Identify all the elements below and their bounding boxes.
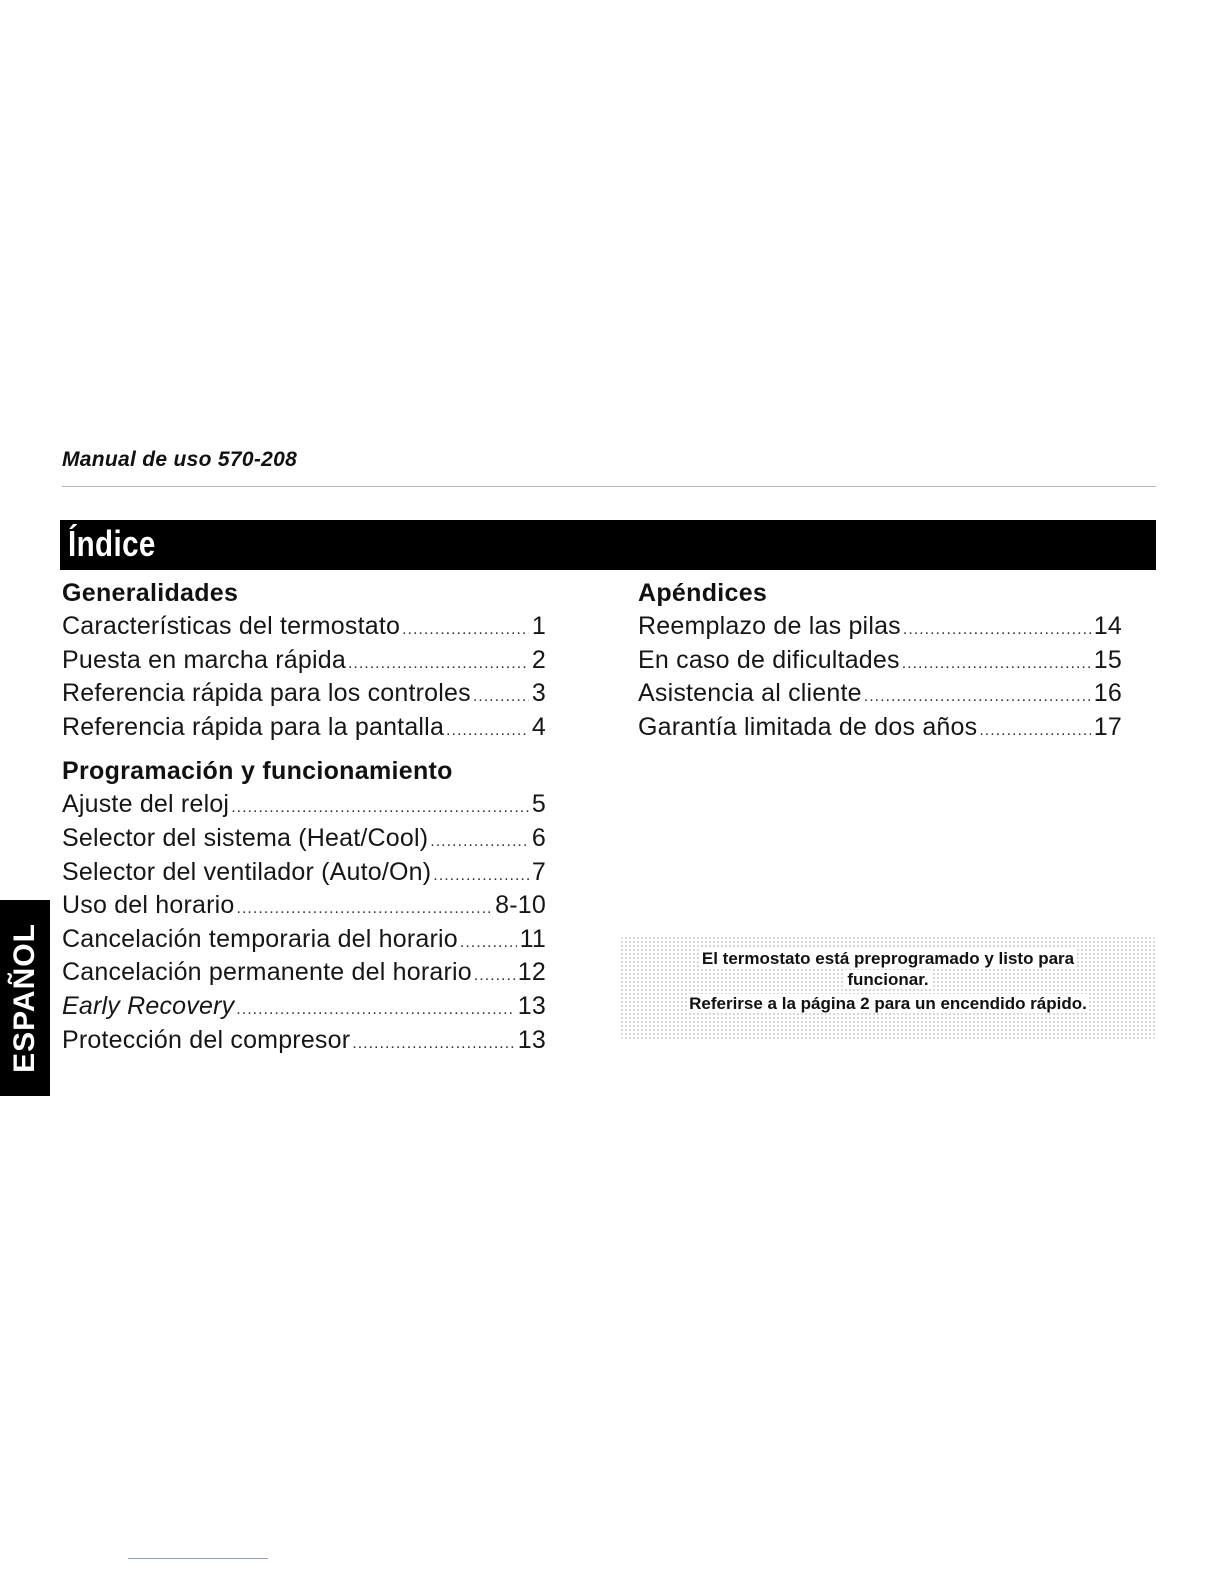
section-title-generalidades: Generalidades [62, 579, 239, 607]
toc-row[interactable] [62, 889, 546, 923]
toc-leader [979, 714, 1090, 748]
toc-entry-label: Garantía limitada de dos años [638, 712, 978, 741]
toc-leader [237, 892, 493, 926]
toc-leader [236, 993, 514, 1027]
toc-row[interactable] [638, 644, 1122, 678]
language-tab-label: ESPAÑOL [8, 923, 41, 1073]
toc-page-number: 7 [531, 857, 546, 886]
toc-row[interactable] [62, 644, 546, 678]
toc-right-column [638, 576, 1122, 744]
toc-row[interactable] [638, 677, 1122, 711]
toc-entry-label: Ajuste del reloj [62, 790, 230, 819]
toc-left-column [62, 576, 546, 1057]
toc-entry-label: Protección del compresor [62, 1025, 351, 1054]
toc-leader [460, 926, 517, 960]
toc-leader [903, 613, 1091, 647]
toc-row[interactable] [62, 956, 546, 990]
header-divider [62, 486, 1156, 487]
toc-row[interactable] [638, 610, 1122, 644]
toc-page-number: 15 [1093, 645, 1122, 674]
notice-line-text: El termostato está preprogramado y listo para [701, 949, 1075, 968]
toc-entry-label: Características del termostato [62, 612, 401, 640]
toc-row[interactable] [62, 610, 546, 644]
toc-leader [348, 647, 529, 681]
toc-leader [864, 680, 1091, 714]
toc-leader [430, 825, 529, 859]
toc-page-number: 8-10 [495, 891, 546, 920]
section-title-apendices: Apéndices [638, 579, 768, 607]
toc-entry-label: Referencia rápida para la pantalla [62, 712, 445, 741]
toc-leader [474, 959, 515, 993]
toc-entry-label: Early Recovery [62, 991, 235, 1020]
toc-page-number: 4 [531, 712, 546, 741]
toc-leader [352, 1027, 515, 1061]
toc-row[interactable] [62, 1024, 546, 1058]
toc-entry-label: Referencia rápida para los controles [62, 679, 471, 708]
toc-entry-label: Reemplazo de las pilas [638, 612, 901, 640]
toc-row[interactable] [62, 677, 546, 711]
notice-line [620, 993, 1156, 1014]
toc-entry-label: Asistencia al cliente [638, 679, 862, 708]
page-title: Índice [68, 523, 156, 564]
section-title-programacion: Programación y funcionamiento [62, 757, 453, 786]
toc-entry-label: Selector del ventilador (Auto/On) [62, 857, 432, 886]
toc-entry-label: Cancelación permanente del horario [62, 958, 472, 987]
toc-leader [902, 647, 1091, 681]
toc-row[interactable] [638, 711, 1122, 745]
toc-page-number: 13 [517, 1025, 546, 1054]
notice-line-text: funcionar. [847, 970, 929, 989]
toc-page-number: 16 [1093, 679, 1122, 708]
language-side-tab [0, 900, 50, 1096]
toc-leader [402, 613, 529, 647]
toc-page-number: 11 [519, 924, 546, 953]
toc-page-number: 1 [531, 612, 546, 640]
toc-entry-label: Selector del sistema (Heat/Cool) [62, 823, 429, 852]
notice-line-text: Referirse a la página 2 para un encendido rápido. [689, 994, 1087, 1013]
toc-entry-label: Uso del horario [62, 891, 235, 920]
toc-page-number: 14 [1093, 612, 1122, 640]
toc-leader [231, 791, 529, 825]
toc-page-number: 3 [531, 679, 546, 708]
toc-leader [473, 680, 529, 714]
toc-leader [433, 859, 529, 893]
toc-page-number: 2 [531, 645, 546, 674]
toc-page-number: 17 [1093, 712, 1122, 741]
notice-line [620, 948, 1156, 969]
toc-page-number: 13 [517, 991, 546, 1020]
notice-text [620, 948, 1156, 1014]
notice-line [620, 969, 1156, 990]
toc-row[interactable] [62, 990, 546, 1024]
toc-page-number: 6 [531, 823, 546, 852]
footer-rule [128, 1558, 268, 1559]
toc-row[interactable] [62, 923, 546, 957]
toc-entry-label: Cancelación temporaria del horario [62, 924, 458, 953]
toc-leader [446, 714, 529, 748]
notice-box [620, 936, 1156, 1040]
toc-page-number: 5 [531, 790, 546, 819]
manual-header: Manual de uso 570-208 [62, 448, 298, 471]
toc-entry-label: En caso de dificultades [638, 645, 900, 674]
toc-page-number: 12 [517, 958, 546, 987]
toc-row[interactable] [62, 822, 546, 856]
title-bar [60, 520, 1156, 570]
toc-row[interactable] [62, 711, 546, 745]
toc-entry-label: Puesta en marcha rápida [62, 645, 346, 674]
toc-row[interactable] [62, 856, 546, 890]
toc-row[interactable] [62, 788, 546, 822]
